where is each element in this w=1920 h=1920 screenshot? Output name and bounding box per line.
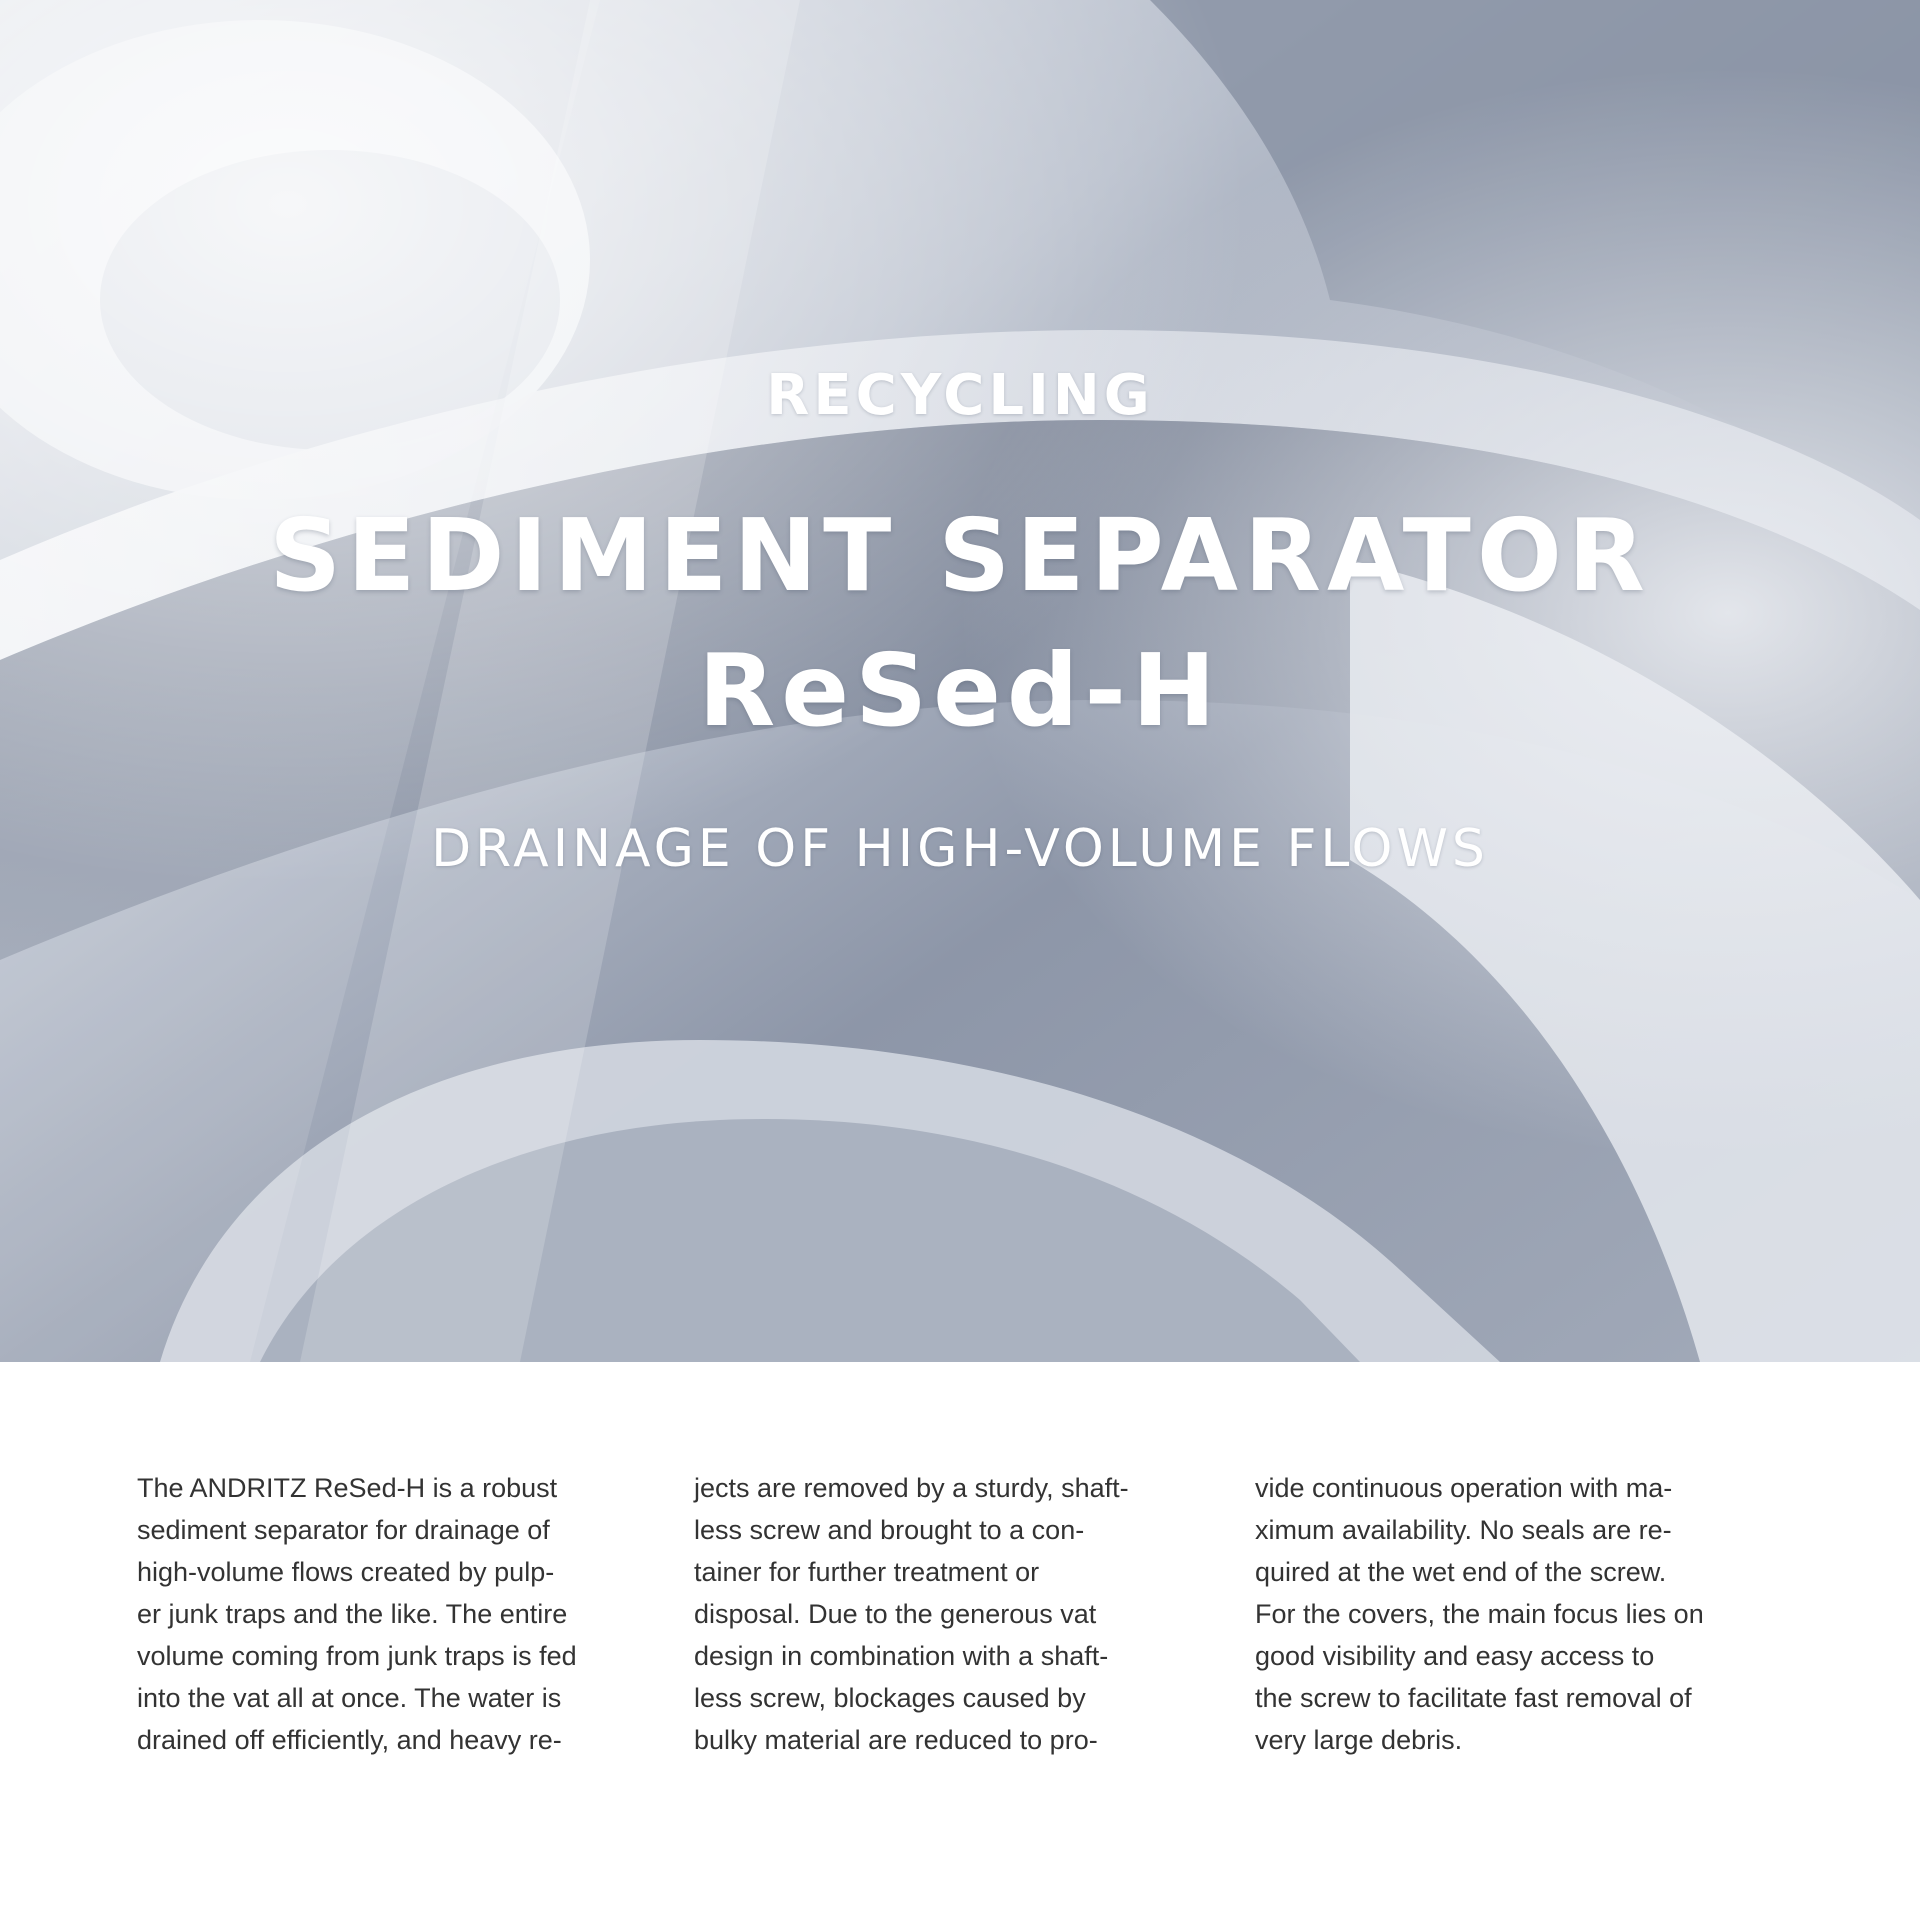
- text-line: very large debris.: [1255, 1725, 1463, 1755]
- text-line: er junk traps and the like. The entire: [137, 1599, 568, 1629]
- kicker-label: RECYCLING: [766, 363, 1154, 428]
- text-line: volume coming from junk traps is fed: [137, 1641, 577, 1671]
- text-line: vide continuous operation with ma-: [1255, 1473, 1673, 1503]
- text-line: drained off efficiently, and heavy re-: [137, 1725, 562, 1755]
- text-line: less screw, blockages caused by: [694, 1683, 1086, 1713]
- text-line: the screw to facilitate fast removal of: [1255, 1683, 1692, 1713]
- product-subtitle: DRAINAGE OF HIGH-VOLUME FLOWS: [431, 819, 1489, 879]
- text-line: quired at the wet end of the screw.: [1255, 1557, 1667, 1587]
- text-column-2: [694, 1467, 1224, 1761]
- body-text-columns: [137, 1467, 1797, 1767]
- text-line: jects are removed by a sturdy, shaft-: [694, 1473, 1129, 1503]
- product-model-name: ReSed-H: [698, 632, 1222, 749]
- text-line: into the vat all at once. The water is: [137, 1683, 562, 1713]
- text-line: less screw and brought to a con-: [694, 1515, 1085, 1545]
- text-column-1: [137, 1467, 667, 1761]
- text-line: sediment separator for drainage of: [137, 1515, 550, 1545]
- text-line: tainer for further treatment or: [694, 1557, 1040, 1587]
- text-line: design in combination with a shaft-: [694, 1641, 1109, 1671]
- text-column-3: [1255, 1467, 1785, 1761]
- product-headline: SEDIMENT SEPARATOR: [269, 497, 1651, 614]
- text-line: good visibility and easy access to: [1255, 1641, 1655, 1671]
- text-line: high-volume flows created by pulp-: [137, 1557, 555, 1587]
- text-line: The ANDRITZ ReSed-H is a robust: [137, 1473, 558, 1503]
- text-line: disposal. Due to the generous vat: [694, 1599, 1097, 1629]
- text-line: ximum availability. No seals are re-: [1255, 1515, 1672, 1545]
- text-line: For the covers, the main focus lies on: [1255, 1599, 1704, 1629]
- text-line: bulky material are reduced to pro-: [694, 1725, 1098, 1755]
